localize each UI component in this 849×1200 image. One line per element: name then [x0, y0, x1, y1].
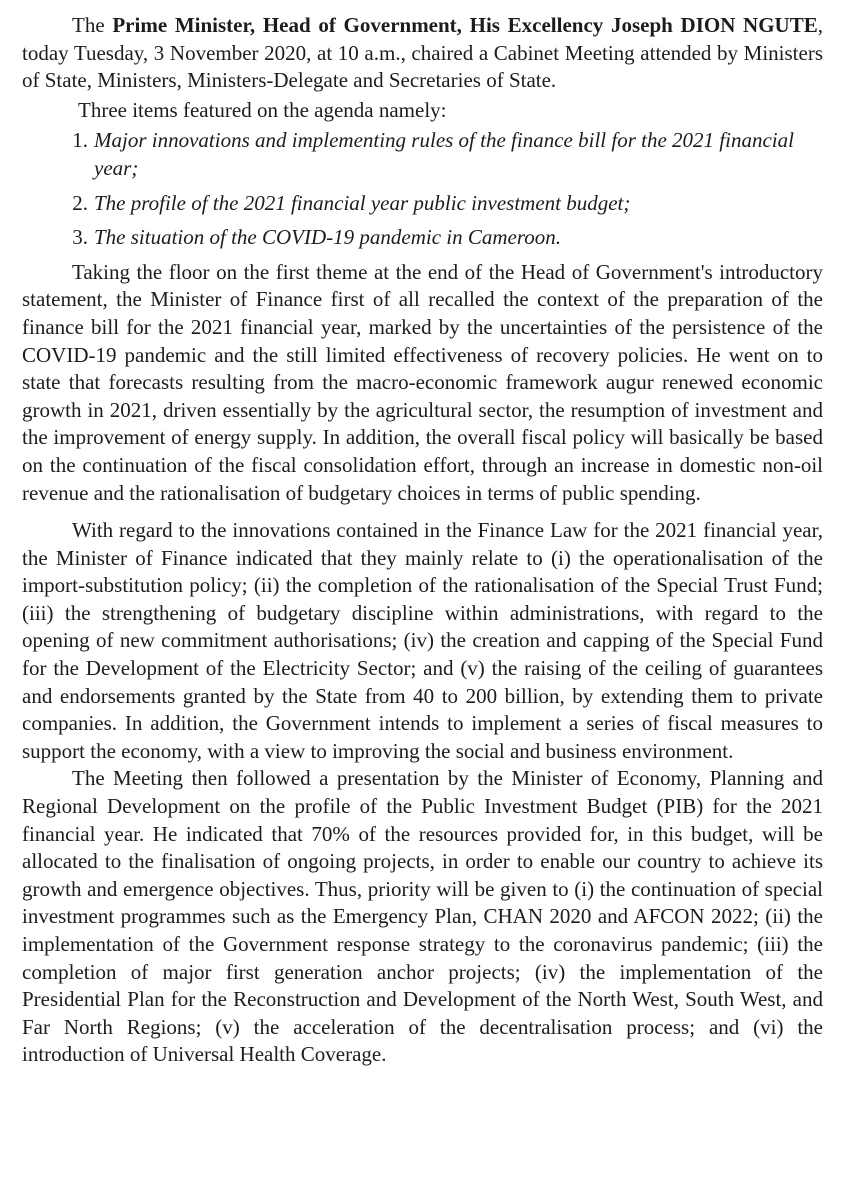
agenda-item: [22, 190, 823, 218]
agenda-intro: Three items featured on the agenda namely:: [78, 97, 447, 122]
agenda-list: [22, 127, 823, 251]
public-investment-budget-paragraph: The Meeting then followed a presentation by the Minister of Economy, Planning and Regional Development on the profile of the Public Investment Budget (PIB) for the 2021 financial year. He indicated that 70% of the resources provided for, in this budget, will be allocated to the finalisation of ongoing projects, in order to enable our country to achieve its growth and emergence objectives. Thus, priority will be given to (i) the continuation of special investment programmes such as the Emergency Plan, CHAN 2020 and AFCON 2022; (ii) the implementation of the Government response strategy to the coronavirus pandemic; (iii) the completion of major first generation anchor projects; (iv) the implementation of the Presidential Plan for the Reconstruction and Development of the North West, South West, and Far North Regions; (v) the acceleration of the decentralisation process; and (vi) the introduction of Universal Health Coverage.: [22, 766, 823, 1067]
intro-text-start: The: [72, 13, 113, 37]
finance-law-innovations-paragraph: With regard to the innovations contained in the Finance Law for the 2021 financial year, the Minister of Finance indicated that they mainly relate to (i) the operationalisation of the import-substitution policy; (ii) the completion of the rationalisation of the Special Trust Fund; (iii) the strengthening of budgetary discipline within administrations, with regard to the opening of new commitment authorisations; (iv) the creation and capping of the Special Fund for the Development of the Electricity Sector; and (v) the raising of the ceiling of guarantees and endorsements granted by the State from 40 to 200 billion, by extending them to private companies. In addition, the Government intends to implement a series of fiscal measures to support the economy, with a view to improving the social and business environment.: [22, 518, 823, 763]
agenda-item-text: Major innovations and implementing rules of the finance bill for the 2021 financial year;: [94, 128, 794, 180]
agenda-item-number: 2.: [72, 190, 88, 215]
agenda-item: [22, 224, 823, 252]
agenda-item-number: 1.: [72, 128, 88, 153]
finance-bill-paragraph: Taking the floor on the first theme at the end of the Head of Government's introductory statement, the Minister of Finance first of all recalled the context of the preparation of the finance bill for the 2021 financial year, marked by the uncertainties of the persistence of the COVID-19 pandemic and the still limited effectiveness of recovery policies. He went on to state that forecasts resulting from the macro-economic framework augur renewed economic growth in 2021, driven essentially by the agricultural sector, the resumption of investment and the improvement of energy supply. In addition, the overall fiscal policy will basically be based on the continuation of the fiscal consolidation effort, through an increase in domestic non-oil revenue and the rationalisation of budgetary choices in terms of public spending.: [22, 259, 823, 505]
agenda-item-text: The situation of the COVID-19 pandemic in Cameroon.: [94, 225, 562, 250]
agenda-item-text: The profile of the 2021 financial year public investment budget;: [94, 190, 631, 215]
intro-text-end: , today Tuesday, 3 November 2020, at 10 a.m., chaired a Cabinet Meeting attended by Ministers of State, Ministers, Ministers-Delegate and Secretaries of State.: [22, 13, 823, 93]
agenda-item-number: 3.: [72, 225, 88, 250]
intro-paragraph: [22, 12, 823, 95]
agenda-item: [22, 127, 823, 182]
prime-minister-name: Prime Minister, Head of Government, His Excellency Joseph DION NGUTE: [112, 13, 818, 37]
